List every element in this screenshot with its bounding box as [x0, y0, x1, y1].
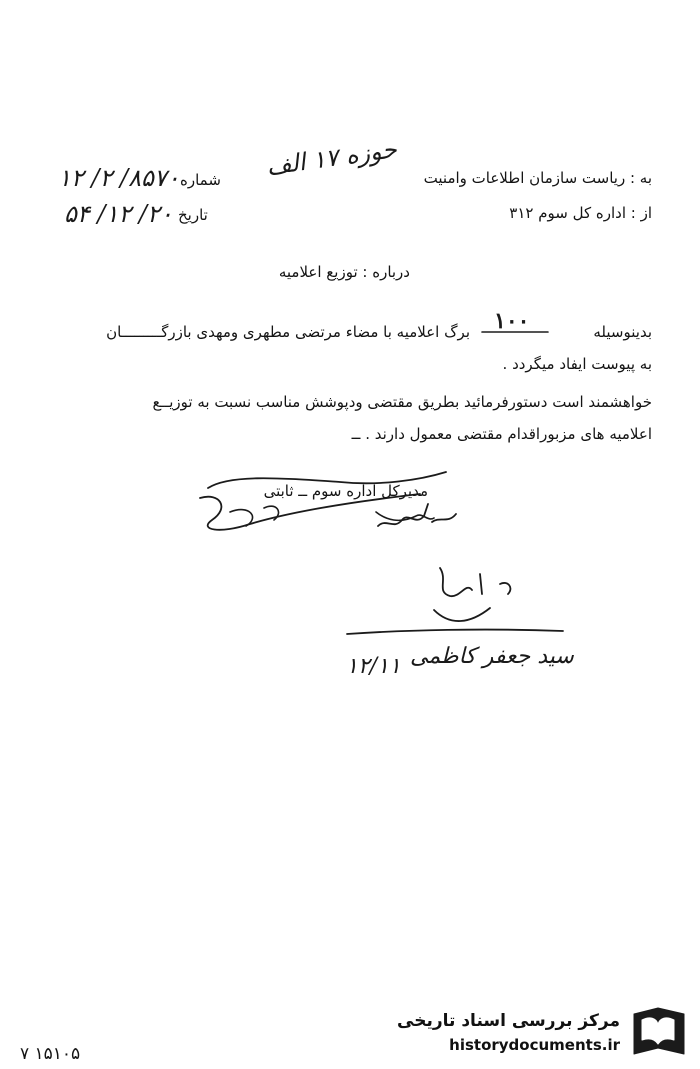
- book-logo-icon: [628, 1004, 690, 1060]
- margin-note-name: سید جعفر کاظمی: [410, 644, 574, 669]
- body-line-3: خواهشمند است دستورفرمائید بطریق مقتضی ودپوشش مناسب نسبت به توزیــع: [152, 393, 652, 411]
- letter-number-value: ۸۵۷۰/ ۲/ ۱۲: [58, 164, 180, 192]
- body-line-2: به پیوست ایفاد میگردد .: [502, 355, 652, 373]
- watermark-url: historydocuments.ir: [449, 1036, 620, 1054]
- recipient-handwritten-note: حوزه ۱۷ الف: [264, 135, 399, 181]
- subject-line: درباره : توزیع اعلامیه: [278, 263, 410, 281]
- signature-title: مدیرکل اداره سوم ــ ثابتی: [263, 482, 428, 500]
- body-line-4: اعلامیه های مزبوراقدام مقتضی معمول دارند . ــ: [351, 425, 652, 443]
- letter-date-value: ۲۰/ ۱۲/ ۵۴: [64, 200, 173, 228]
- body-line-1-end: برگ اعلامیه با مضاء مرتضی مطهری ومهدی بازرگـــــــــان: [106, 323, 470, 341]
- letter-number-label: شماره: [180, 171, 221, 189]
- signature-initials: [372, 496, 462, 536]
- sheet-count-underline: [480, 328, 550, 338]
- footer-document-number: ۷ ۱۵۱۰۵: [20, 1044, 81, 1064]
- recipient-line: به : ریاست سازمان اطلاعات وامنیت: [423, 169, 652, 187]
- watermark-title: مرکز بررسی اسناد تاریخی: [397, 1011, 620, 1031]
- sender-line: از : اداره کل سوم ۳۱۲: [509, 204, 652, 222]
- body-line-1-start: بدینوسیله: [593, 323, 652, 341]
- letter-date-label: تاریخ: [178, 206, 208, 224]
- margin-note-date: ۱۲/۱۱: [346, 654, 401, 679]
- margin-note-rule: [345, 626, 565, 638]
- margin-note-line-1: [422, 566, 491, 587]
- body-sheet-count: ۱۰۰: [494, 308, 530, 334]
